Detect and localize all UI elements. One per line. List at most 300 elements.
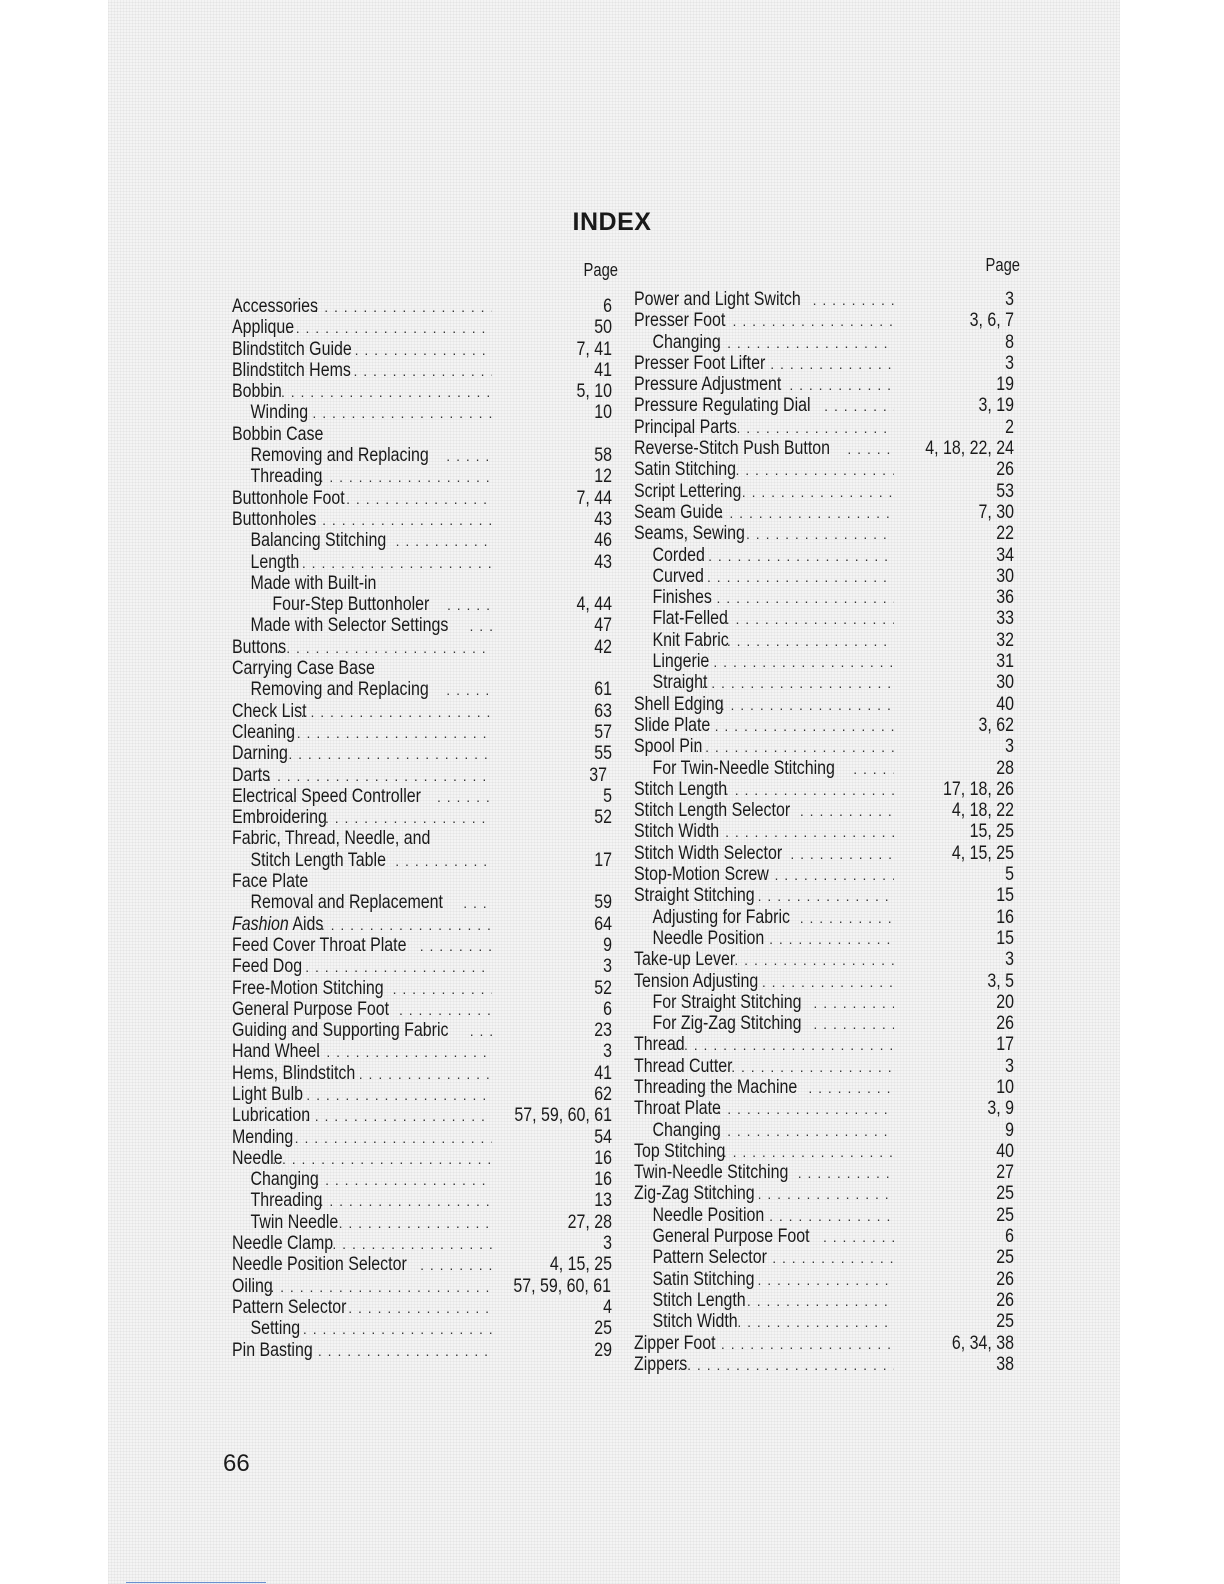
dot-leader — [463, 892, 492, 914]
index-entry-label: Removing and Replacing — [250, 679, 429, 701]
index-entry — [232, 935, 612, 956]
index-entry-label: Bobbin Case — [232, 423, 324, 445]
dot-leader — [711, 1333, 894, 1355]
index-entry — [232, 1297, 612, 1318]
index-entry — [232, 956, 612, 977]
index-entry-label: Reverse-Stitch Push Button — [634, 438, 831, 460]
index-entry — [232, 999, 612, 1020]
dot-leader — [320, 466, 492, 488]
index-entry-pages: 15 — [996, 885, 1014, 907]
index-entry-label: Blindstitch Guide — [232, 338, 352, 360]
index-entry-label: Buttons — [232, 636, 287, 658]
index-entry-pages: 46 — [594, 530, 612, 552]
index-entry-label: Darts — [232, 764, 271, 786]
index-entry-pages: 38 — [996, 1353, 1014, 1375]
index-entry — [232, 552, 612, 573]
index-entry-label: Stitch Length — [652, 1289, 746, 1311]
index-entry-label: Free-Motion Stitching — [232, 977, 384, 999]
index-entry-label: Four-Step Buttonholer — [272, 594, 430, 616]
index-entry — [634, 1290, 1014, 1311]
dot-leader — [677, 1354, 894, 1376]
dot-leader — [446, 679, 492, 701]
index-entry-pages: 30 — [996, 565, 1014, 587]
index-entry — [634, 353, 1014, 374]
index-entry-label: Lingerie — [652, 651, 710, 673]
dot-leader — [747, 1290, 894, 1312]
dot-leader — [348, 1297, 492, 1319]
dot-leader — [297, 1084, 492, 1106]
index-entry-label: Threading — [250, 466, 323, 488]
dot-leader — [717, 332, 894, 354]
index-entry-pages: 3 — [603, 956, 612, 978]
index-entry — [232, 1169, 612, 1190]
index-entry — [634, 1013, 1014, 1034]
index-entry-pages: 5 — [1005, 864, 1014, 886]
index-entry — [232, 892, 612, 913]
dot-leader — [798, 1162, 894, 1184]
index-entry — [232, 1148, 612, 1169]
index-entry — [232, 530, 612, 551]
dot-leader — [359, 1063, 492, 1085]
index-entry-pages: 55 — [594, 743, 612, 765]
index-entry-pages: 9 — [603, 934, 612, 956]
index-entry-label: General Purpose Foot — [652, 1226, 810, 1248]
dot-leader — [721, 694, 894, 716]
index-entry-label: Needle Position — [652, 1204, 765, 1226]
index-entry-pages: 6 — [603, 998, 612, 1020]
index-entry — [232, 1318, 612, 1339]
index-entry-label: Presser Foot Lifter — [634, 352, 766, 374]
index-entry — [634, 459, 1014, 480]
index-entry-label: Embroidering — [232, 807, 327, 829]
dot-leader — [789, 374, 894, 396]
dot-leader — [735, 459, 894, 481]
index-entry-label: Light Bulb — [232, 1083, 303, 1105]
index-entry-label: Cleaning — [232, 721, 295, 743]
dot-leader — [737, 1311, 894, 1333]
index-entry-pages: 25 — [996, 1247, 1014, 1269]
index-entry-pages: 41 — [594, 359, 612, 381]
dot-leader — [286, 317, 492, 339]
index-entry — [232, 850, 612, 871]
index-entry — [634, 587, 1014, 608]
index-entry-pages: 3 — [603, 1233, 612, 1255]
dot-leader — [470, 615, 492, 637]
index-entry-label: Tension Adjusting — [634, 970, 759, 992]
index-entry-pages: 8 — [1005, 331, 1014, 353]
dot-leader — [725, 779, 894, 801]
index-entry-pages: 33 — [996, 608, 1014, 630]
index-entry-label: Needle Position Selector — [232, 1254, 407, 1276]
index-entry-label: Check List — [232, 700, 307, 722]
dot-leader — [853, 758, 894, 780]
index-entry — [634, 1311, 1014, 1332]
dot-leader — [447, 594, 492, 616]
index-entry — [634, 992, 1014, 1013]
index-entry-pages: 23 — [594, 1020, 612, 1042]
index-entry — [634, 1056, 1014, 1077]
index-entry — [634, 1034, 1014, 1055]
index-entry-label: Stitch Width — [652, 1311, 738, 1333]
index-title: INDEX — [572, 208, 652, 236]
dot-leader — [723, 1141, 894, 1163]
dot-leader — [813, 1013, 894, 1035]
index-entry-label: Straight Stitching — [634, 885, 755, 907]
dot-leader — [279, 743, 492, 765]
index-entry-label: Satin Stitching — [634, 459, 737, 481]
index-entry — [232, 317, 612, 338]
index-entry — [634, 1354, 1014, 1375]
index-entry-pages: 3 — [1005, 949, 1014, 971]
dot-leader — [695, 736, 894, 758]
index-entry-pages: 54 — [594, 1126, 612, 1148]
index-entry-pages: 17, 18, 26 — [942, 778, 1014, 800]
dot-leader — [758, 1183, 894, 1205]
dot-leader — [320, 1190, 492, 1212]
index-entry-pages: 4, 44 — [576, 594, 612, 616]
index-entry-pages: 57, 59, 60, 61 — [512, 1275, 611, 1297]
index-entry — [232, 381, 612, 402]
index-entry-pages: 26 — [996, 1268, 1014, 1290]
dot-leader — [847, 438, 894, 460]
index-entry — [634, 800, 1014, 821]
index-entry-pages: 27, 28 — [567, 1211, 612, 1233]
index-entry-pages: 3, 62 — [978, 714, 1014, 736]
index-entry-pages: 17 — [996, 1034, 1014, 1056]
index-entry — [634, 736, 1014, 757]
index-entry-pages: 42 — [594, 636, 612, 658]
dot-leader — [315, 1169, 492, 1191]
index-entry-label: Accessories — [232, 296, 319, 317]
index-entry-label: Made with Built-in — [250, 572, 377, 594]
index-entry-pages: 25 — [996, 1311, 1014, 1333]
dot-leader — [701, 672, 894, 694]
index-entry-label: Removal and Replacement — [250, 892, 443, 914]
dot-leader — [800, 907, 894, 929]
index-entry-label: Stitch Length Table — [250, 849, 386, 871]
dot-leader — [339, 1212, 492, 1234]
index-entry-pages: 34 — [996, 544, 1014, 566]
dot-leader — [396, 530, 492, 552]
index-entry-pages: 30 — [996, 672, 1014, 694]
index-entry-label: Hand Wheel — [232, 1041, 320, 1063]
page-column-header-left: Page — [583, 260, 618, 280]
index-entry-pages: 28 — [996, 757, 1014, 779]
index-entry — [634, 481, 1014, 502]
index-entry-label: Buttonhole Foot — [232, 487, 345, 509]
index-entry — [634, 1226, 1014, 1247]
index-entry-label: Feed Cover Throat Plate — [232, 934, 407, 956]
index-entry — [634, 395, 1014, 416]
index-entry — [232, 786, 612, 807]
index-entry-pages: 3 — [1005, 1055, 1014, 1077]
index-entry — [634, 1269, 1014, 1290]
index-entry — [232, 360, 612, 381]
index-entry-label: Presser Foot — [634, 310, 726, 332]
index-entry-pages: 25 — [594, 1318, 612, 1340]
index-entry-pages: 7, 44 — [576, 487, 612, 509]
index-entry-label: Knit Fabric — [652, 629, 729, 651]
index-entry-label: Principal Parts — [634, 416, 737, 438]
index-entry — [232, 914, 612, 935]
index-entry-label: Fashion Aids — [232, 913, 324, 935]
index-entry-pages: 3 — [1005, 352, 1014, 374]
index-entry — [634, 885, 1014, 906]
index-entry — [232, 765, 612, 786]
index-entry-pages: 4, 18, 22 — [951, 800, 1014, 822]
index-entry — [634, 928, 1014, 949]
index-entry-label: Take-up Lever — [634, 949, 736, 971]
index-entry — [232, 1212, 612, 1233]
index-entry-label: Thread Cutter — [634, 1055, 733, 1077]
dot-leader — [808, 1077, 894, 1099]
index-entry-label: Zipper Foot — [634, 1332, 716, 1354]
index-entry-pages: 5 — [603, 785, 612, 807]
dot-leader — [420, 1254, 492, 1276]
index-entry-label: Guiding and Supporting Fabric — [232, 1020, 449, 1042]
index-entry-pages: 26 — [996, 459, 1014, 481]
dot-leader — [325, 807, 492, 829]
index-entry — [232, 1127, 612, 1148]
index-entry-label: Seam Guide — [634, 501, 723, 523]
dot-leader — [698, 545, 894, 567]
index-entry-pages: 3 — [1005, 736, 1014, 758]
dot-leader — [813, 992, 894, 1014]
index-entry — [634, 907, 1014, 928]
index-entry — [232, 1276, 612, 1297]
index-entry-label: Oiling — [232, 1275, 273, 1297]
index-entry — [634, 1141, 1014, 1162]
index-entry — [634, 332, 1014, 353]
dot-leader — [731, 1056, 894, 1078]
index-entry-pages: 37 — [589, 764, 608, 786]
index-entry-pages: 13 — [594, 1190, 612, 1212]
index-entry-pages: 22 — [996, 523, 1014, 545]
index-entry-pages: 9 — [1005, 1119, 1014, 1141]
index-entry-label: Removing and Replacing — [250, 445, 429, 467]
index-entry-pages: 43 — [594, 551, 612, 573]
index-entry — [634, 1077, 1014, 1098]
index-entry-label: Thread — [634, 1034, 685, 1056]
index-entry — [634, 1205, 1014, 1226]
index-entry-pages: 29 — [594, 1339, 612, 1361]
dot-leader — [321, 914, 492, 936]
index-entry-label: Darning — [232, 743, 288, 765]
index-entry-label: Made with Selector Settings — [250, 615, 449, 637]
dot-leader — [301, 701, 492, 723]
dot-leader — [295, 956, 492, 978]
dot-leader — [272, 1148, 492, 1170]
dot-leader — [276, 637, 492, 659]
dot-leader — [737, 417, 895, 439]
dot-leader — [824, 395, 894, 417]
dot-leader — [769, 1205, 894, 1227]
index-entry — [634, 864, 1014, 885]
index-entry-pages: 12 — [594, 466, 612, 488]
page-column-header-right: Page — [985, 255, 1020, 275]
dot-leader — [775, 864, 894, 886]
index-entry — [232, 637, 612, 658]
index-entry-pages: 61 — [594, 679, 612, 701]
index-entry — [634, 289, 1014, 310]
index-entry-label: For Twin-Needle Stitching — [652, 757, 835, 779]
index-entry — [634, 715, 1014, 736]
index-entry-label: Zig-Zag Stitching — [634, 1183, 755, 1205]
index-entry-pages: 36 — [996, 587, 1014, 609]
dot-leader — [470, 1020, 492, 1042]
index-entry — [634, 651, 1014, 672]
index-entry-label: For Straight Stitching — [652, 991, 802, 1013]
index-entry-label: Setting — [250, 1318, 301, 1340]
index-entry-pages: 41 — [594, 1062, 612, 1084]
index-entry — [232, 743, 612, 764]
index-entry — [232, 658, 612, 679]
index-entry-label: Throat Plate — [634, 1098, 721, 1120]
index-entry — [232, 573, 612, 594]
index-entry-label: Twin Needle — [250, 1211, 339, 1233]
index-entry-label: Stop-Motion Screw — [634, 864, 769, 886]
index-entry-pages: 4, 15, 25 — [549, 1254, 612, 1276]
index-entry-label: Flat-Felled — [652, 608, 728, 630]
index-entry — [232, 594, 612, 615]
dot-leader — [292, 552, 492, 574]
index-entry-pages: 17 — [594, 849, 612, 871]
index-entry-pages: 52 — [594, 807, 612, 829]
index-entry — [634, 1098, 1014, 1119]
index-entry-label: Stitch Width — [634, 821, 720, 843]
index-entry — [634, 374, 1014, 395]
index-entry-label: Length — [250, 551, 300, 573]
dot-leader — [312, 509, 492, 531]
index-entry — [634, 1333, 1014, 1354]
index-entry-label: Feed Dog — [232, 956, 303, 978]
dot-leader — [285, 1127, 492, 1149]
index-entry-pages: 19 — [996, 374, 1014, 396]
index-entry-label: Adjusting for Fabric — [652, 906, 790, 928]
dot-leader — [718, 1098, 895, 1120]
dot-leader — [346, 488, 492, 510]
index-entry-pages: 40 — [996, 1140, 1014, 1162]
index-entry-label: General Purpose Foot — [232, 998, 390, 1020]
index-entry-label: Changing — [652, 331, 721, 353]
dot-leader — [399, 999, 492, 1021]
index-column-right — [634, 289, 1014, 1375]
index-entry-label: Pressure Regulating Dial — [634, 395, 811, 417]
index-entry-label: Balancing Stitching — [250, 530, 387, 552]
index-entry-pages: 4, 18, 22, 24 — [925, 438, 1014, 460]
index-entry-label: Pin Basting — [232, 1339, 313, 1361]
dot-leader — [705, 715, 894, 737]
index-entry-label: Face Plate — [232, 871, 309, 893]
index-entry — [634, 779, 1014, 800]
index-entry — [634, 545, 1014, 566]
index-entry-label: Curved — [652, 565, 704, 587]
index-entry-label: Lubrication — [232, 1105, 311, 1127]
index-entry — [634, 417, 1014, 438]
index-entry-pages: 32 — [996, 629, 1014, 651]
index-entry — [634, 971, 1014, 992]
index-entry — [232, 679, 612, 700]
index-entry — [232, 1020, 612, 1041]
dot-leader — [437, 786, 492, 808]
dot-leader — [271, 381, 492, 403]
index-entry-pages: 47 — [594, 615, 612, 637]
dot-leader — [354, 360, 493, 382]
index-entry-pages: 3, 9 — [987, 1098, 1014, 1120]
index-entry-label: Threading the Machine — [634, 1076, 798, 1098]
index-entry-label: Twin-Needle Stitching — [634, 1162, 789, 1184]
dot-leader — [772, 1247, 894, 1269]
index-entry-pages: 62 — [594, 1083, 612, 1105]
index-entry-pages: 16 — [996, 906, 1014, 928]
index-entry-pages: 6 — [1005, 1226, 1014, 1248]
index-entry — [232, 701, 612, 722]
dot-leader — [257, 765, 487, 787]
index-entry-pages: 59 — [594, 892, 612, 914]
index-entry-label: Zippers — [634, 1353, 688, 1375]
index-entry-pages: 7, 41 — [576, 338, 612, 360]
index-entry-pages: 4 — [603, 1296, 612, 1318]
index-entry — [634, 949, 1014, 970]
dot-leader — [420, 935, 492, 957]
index-entry — [232, 509, 612, 530]
index-entry-pages: 20 — [996, 991, 1014, 1013]
index-entry-label: For Zig-Zag Stitching — [652, 1013, 802, 1035]
index-entry-pages: 3, 5 — [987, 970, 1014, 992]
dot-leader — [715, 821, 894, 843]
index-entry-label: Finishes — [652, 587, 712, 609]
dot-leader — [287, 722, 492, 744]
index-entry-pages: 2 — [1005, 416, 1014, 438]
index-entry-pages: 58 — [594, 445, 612, 467]
index-entry-pages: 3 — [1005, 289, 1014, 310]
index-entry-pages: 31 — [996, 651, 1014, 673]
index-entry-pages: 52 — [594, 977, 612, 999]
dot-leader — [770, 353, 894, 375]
dot-leader — [314, 296, 492, 318]
index-entry-label: Satin Stitching — [652, 1268, 755, 1290]
index-entry-pages: 26 — [996, 1013, 1014, 1035]
dot-leader — [261, 1276, 491, 1298]
index-entry — [634, 566, 1014, 587]
index-entry — [232, 1340, 612, 1361]
dot-leader — [707, 587, 894, 609]
index-entry — [232, 871, 612, 892]
index-entry-label: Corded — [652, 544, 705, 566]
index-entry-pages: 53 — [996, 480, 1014, 502]
index-entry — [634, 502, 1014, 523]
dot-leader — [813, 289, 894, 311]
dot-leader — [674, 1034, 894, 1056]
index-entry-label: Power and Light Switch — [634, 289, 801, 310]
index-entry-label: Threading — [250, 1190, 323, 1212]
index-entry — [634, 694, 1014, 715]
index-entry-label: Stitch Length Selector — [634, 800, 791, 822]
index-entry-label: Fabric, Thread, Needle, and — [232, 828, 431, 850]
index-entry — [232, 1084, 612, 1105]
index-entry-pages: 3, 6, 7 — [969, 310, 1014, 332]
dot-leader — [746, 523, 894, 545]
index-entry-pages: 25 — [996, 1204, 1014, 1226]
index-entry-label: Winding — [250, 402, 309, 424]
dot-leader — [823, 1226, 894, 1248]
index-entry — [634, 843, 1014, 864]
index-entry-label: Top Stitching — [634, 1140, 726, 1162]
index-entry-label: Changing — [652, 1119, 721, 1141]
index-entry — [232, 1190, 612, 1211]
index-entry-pages: 16 — [594, 1147, 612, 1169]
index-entry — [232, 615, 612, 636]
